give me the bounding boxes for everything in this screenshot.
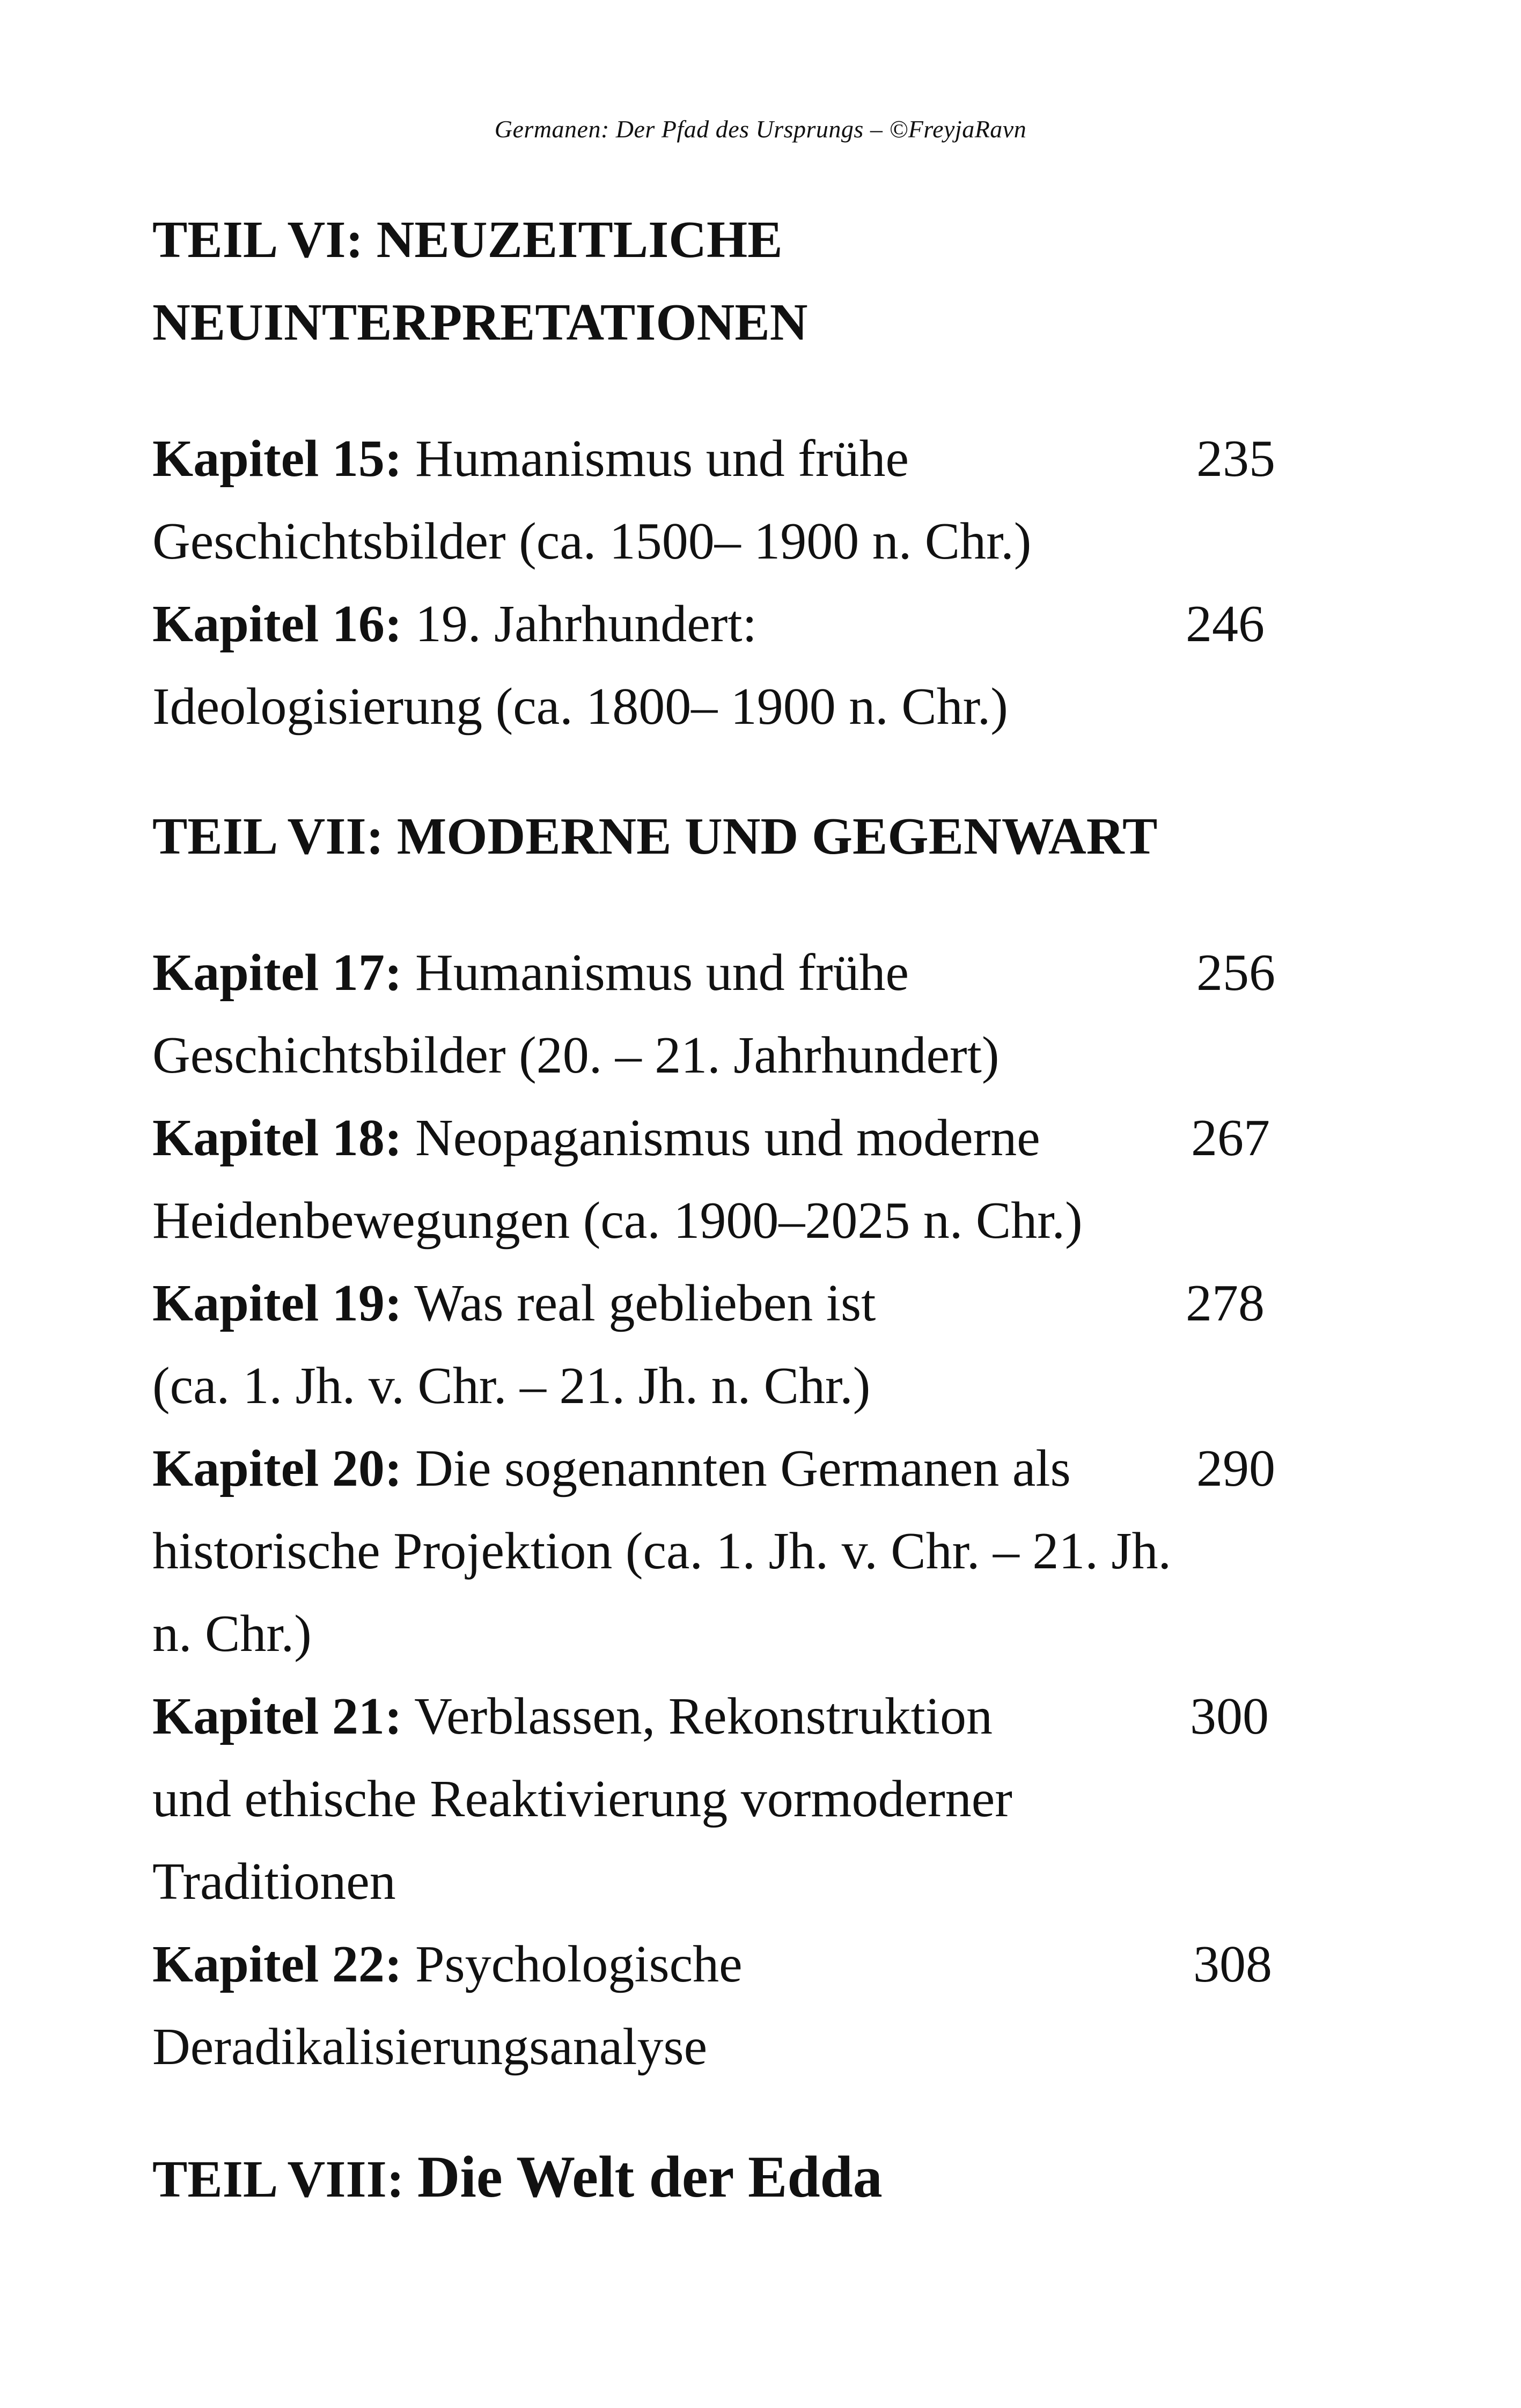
toc-entry-kapitel-21[interactable] <box>152 1675 1311 1923</box>
chapter-label: Kapitel 17: <box>152 944 402 1002</box>
toc-entry-kapitel-16[interactable] <box>152 583 1311 748</box>
part-title: TEIL VI: NEUZEITLICHE <box>152 211 783 269</box>
chapter-title: (ca. 1. Jh. v. Chr. – 21. Jh. n. Chr.) <box>152 1357 871 1415</box>
toc-entry-kapitel-18[interactable] <box>152 1097 1311 1262</box>
chapter-title: Heidenbewegungen (ca. 1900–2025 n. Chr.) <box>152 1192 1083 1250</box>
chapter-title: 19. Jahrhundert: <box>402 595 757 653</box>
part-title-prefix: TEIL VIII: <box>152 2150 417 2208</box>
chapter-title: Geschichtsbilder (ca. 1500– 1900 n. Chr.) <box>152 512 1032 570</box>
chapter-title: Neopaganismus und moderne <box>402 1109 1040 1167</box>
page-number: 267 <box>1191 1109 1270 1167</box>
chapter-label: Kapitel 19: <box>152 1274 402 1332</box>
chapter-title: und ethische Reaktivierung vormoderner <box>152 1770 1012 1828</box>
part-title: NEUINTERPRETATIONEN <box>152 293 808 351</box>
part-title <box>152 2135 1311 2221</box>
chapter-title: Die sogenannten Germanen als <box>402 1440 1071 1497</box>
part-viii <box>152 2135 1311 2221</box>
chapter-label: Kapitel 20: <box>152 1440 402 1497</box>
chapter-label: Kapitel 21: <box>152 1687 402 1745</box>
chapter-title: Traditionen <box>152 1853 396 1911</box>
page-number: 235 <box>1196 430 1275 488</box>
part-title-rest: Die Welt der Edda <box>417 2144 883 2209</box>
page-number: 300 <box>1190 1687 1269 1745</box>
chapter-label: Kapitel 22: <box>152 1935 402 1993</box>
chapter-label: Kapitel 18: <box>152 1109 402 1167</box>
page-number: 256 <box>1196 944 1275 1002</box>
chapter-title: Deradikalisierungsanalyse <box>152 2018 708 2076</box>
chapter-title: n. Chr.) <box>152 1605 312 1663</box>
toc-entry-kapitel-19[interactable] <box>152 1262 1311 1427</box>
chapter-title: Ideologisierung (ca. 1800– 1900 n. Chr.) <box>152 678 1008 736</box>
page-number: 246 <box>1186 595 1265 653</box>
part-vi <box>152 199 1311 748</box>
toc-entry-kapitel-20[interactable] <box>152 1427 1311 1675</box>
chapter-label: Kapitel 16: <box>152 595 402 653</box>
toc-entry-kapitel-17[interactable] <box>152 931 1311 1097</box>
toc-entry-kapitel-22[interactable] <box>152 1923 1311 2088</box>
toc-entry-kapitel-15[interactable] <box>152 417 1311 583</box>
page-number: 308 <box>1193 1935 1272 1993</box>
page-number: 278 <box>1186 1274 1265 1332</box>
chapter-title: historische Projektion (ca. 1. Jh. v. Chr. – 21. Jh. <box>152 1522 1172 1580</box>
table-of-contents <box>152 199 1311 2221</box>
running-header: Germanen: Der Pfad des Ursprungs – ©FreyjaRavn <box>494 115 1027 143</box>
chapter-label: Kapitel 15: <box>152 430 402 488</box>
chapter-title: Humanismus und frühe <box>402 944 909 1002</box>
page-number: 290 <box>1196 1440 1275 1497</box>
chapter-title: Geschichtsbilder (20. – 21. Jahrhundert) <box>152 1026 1000 1084</box>
chapter-title: Verblassen, Rekonstruktion <box>402 1687 993 1745</box>
part-vii <box>152 795 1311 2088</box>
chapter-title: Was real geblieben ist <box>402 1274 876 1332</box>
chapter-title: Humanismus und frühe <box>402 430 909 488</box>
chapter-title: Psychologische <box>402 1935 743 1993</box>
part-title: TEIL VII: MODERNE UND GEGENWART <box>152 807 1158 865</box>
